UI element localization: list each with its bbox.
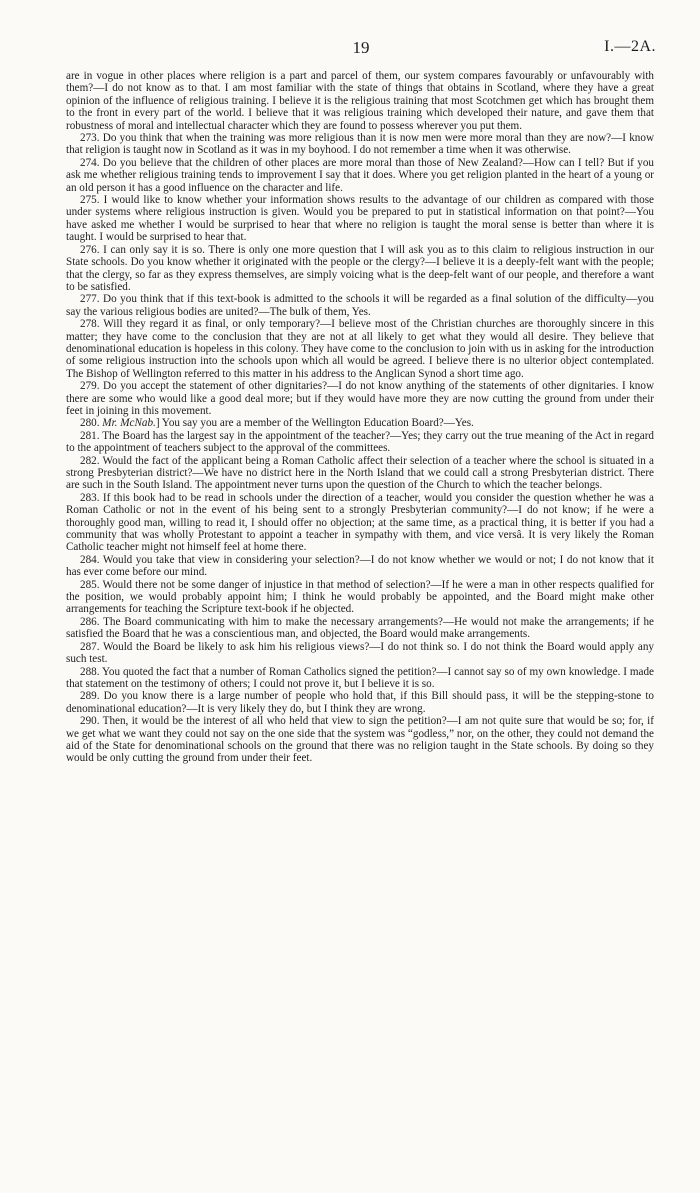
page-number: 19	[352, 38, 370, 57]
paragraph-284: 284. Would you take that view in considering your selection?—I do not know whether we would or not; I do not know that it has ever come before our mind.	[66, 553, 654, 579]
paragraph-289: 289. Do you know there is a large number of people who hold that, if this Bill should pass, it will be the stepping-stone to denominational education?—It is very likely they do, but I think they are wrong.	[66, 690, 654, 715]
paragraph-continued: are in vogue in other places where religion is a part and parcel of them, our system compares favourably or unfavourably with them?—I do not know as to that. I am most familiar with the state of things that obtains in Scotland, where they have a great opinion of the influence of religious training. I believe it is the religious training that most Scotchmen get which has brought them to the front in every part of the world. I believe that it was religious training which developed their nature, and gave them that robustness of moral and intellectual character which they are found to possess wherever you put them.	[66, 70, 654, 132]
paragraph-281: 281. The Board has the largest say in the appointment of the teacher?—Yes; they carry out the true meaning of the Act in regard to the appointment of teachers subject to the approval of the committees.	[66, 429, 654, 455]
paragraph-290: 290. Then, it would be the interest of all who held that view to sign the petition?—I am not quite sure that would be so; for, if we get what we want they could not say on the one side that the system was “godless,” nor, on the other, they could not demand the aid of the State for denominational schools on the ground that there was no religion taught in the State schools. By doing so they would be only cutting the ground from under their feet.	[66, 715, 654, 765]
paragraph-286: 286. The Board communicating with him to make the necessary arrangements?—He would not make the arrangements; if he satisfied the Board that he was a conscientious man, and objected, the Board would make arrangements.	[66, 615, 654, 641]
speaker-name: Mr. McNab.	[102, 417, 156, 430]
paragraph-287: 287. Would the Board be likely to ask him his religious views?—I do not think so. I do not think the Board would apply any such test.	[66, 640, 654, 666]
paragraph-288: 288. You quoted the fact that a number of Roman Catholics signed the petition?—I cannot say so of my own knowledge. I made that statement on the testimony of others; I could not prove it, but I believe it is so.	[66, 665, 654, 690]
paragraph-277: 277. Do you think that if this text-book is admitted to the schools it will be regarded as a final solution of the difficulty—you say the various religious bodies are united?—The bulk of them, Yes.	[66, 293, 654, 318]
document-reference: I.—2A.	[604, 38, 656, 55]
paragraph-285: 285. Would there not be some danger of injustice in that method of selection?—If he were a man in other respects qualified for the position, we would probably appoint him; I think he would probably be appointed, and the Board might make other arrangements for teaching the Scripture text-book if he objected.	[66, 578, 654, 616]
paragraph-276: 276. I can only say it is so. There is only one more question that I will ask you as to this claim to religious instruction in our State schools. Do you know whether it originated with the people or the clergy?—I believe it is a deeply-felt want with the people; that the clergy, so far as they express themselves, are simply voicing what is the deep-felt want of our people, and therefore a want to be satisfied.	[66, 243, 654, 293]
paragraph-280: 280. Mr. McNab.] You say you are a member of the Wellington Education Board?—Yes.	[80, 417, 474, 430]
paragraph-274: 274. Do you believe that the children of other places are more moral than those of New Zealand?—How can I tell? But if you ask me whether religious training tends to improvement I say that it does. Where you get religion planted in the heart of a young or an old person it has a good influence on the character and life.	[66, 156, 654, 194]
page-header	[66, 38, 656, 60]
paragraph-279: 279. Do you accept the statement of other dignitaries?—I do not know anything of the statements of other dignitaries. I know there are some who would like a good deal more; but if they would have more they are now cutting the ground from under their feet in joining in this movement.	[66, 380, 654, 417]
question-number: 280.	[80, 417, 100, 430]
paragraph-273: 273. Do you think that when the training was more religious than it is now men were more moral than they are now?—I know that religion is taught now in Scotland as it was in my boyhood. I do not remember a time when it was otherwise.	[66, 132, 654, 157]
body-text	[66, 70, 654, 765]
paragraph-275: 275. I would like to know whether your information shows results to the advantage of our children as compared with those under systems where religious instruction is given. Would you be prepared to put in statistical information on that point?—You have asked me whether I would be surprised to hear that where no religion is taught the moral sense is better than where it is taught. I would be surprised to hear that.	[66, 194, 654, 244]
paragraph-278: 278. Will they regard it as final, or only temporary?—I believe most of the Christian churches are thoroughly sincere in this matter; they have come to the conclusion that they are not at all likely to get what they would all desire. They believe that denominational education is hopeless in this colony. They have come to the conclusion to join with us in asking for the introduction of some religious instruction into the schools upon which all would be agreed. I believe there is no ulterior object contemplated. The Bishop of Wellington referred to this matter in his address to the Anglican Synod a short time ago.	[66, 318, 654, 380]
paragraph-282: 282. Would the fact of the applicant being a Roman Catholic affect their selection of a teacher where the school is situated in a strong Presbyterian district?—We have no district here in the North Island that we could call a strong Presbyterian district. There are such in the South Island. The appointment never turns upon the question of the Church to which the teacher belongs.	[66, 454, 654, 492]
paragraph-283: 283. If this book had to be read in schools under the direction of a teacher, would you consider the question whether he was a Roman Catholic or not in the event of his being sent to a strongly Presbyterian community?—I do not know; if he were a thoroughly good man, willing to read it, I should offer no objection; at the same time, as a practical thing, it is better if you had a community that was wholly Protestant to appoint a teacher in sympathy with them, and vice versâ. It is very likely the Roman Catholic teacher might not himself feel at home there.	[66, 491, 654, 554]
